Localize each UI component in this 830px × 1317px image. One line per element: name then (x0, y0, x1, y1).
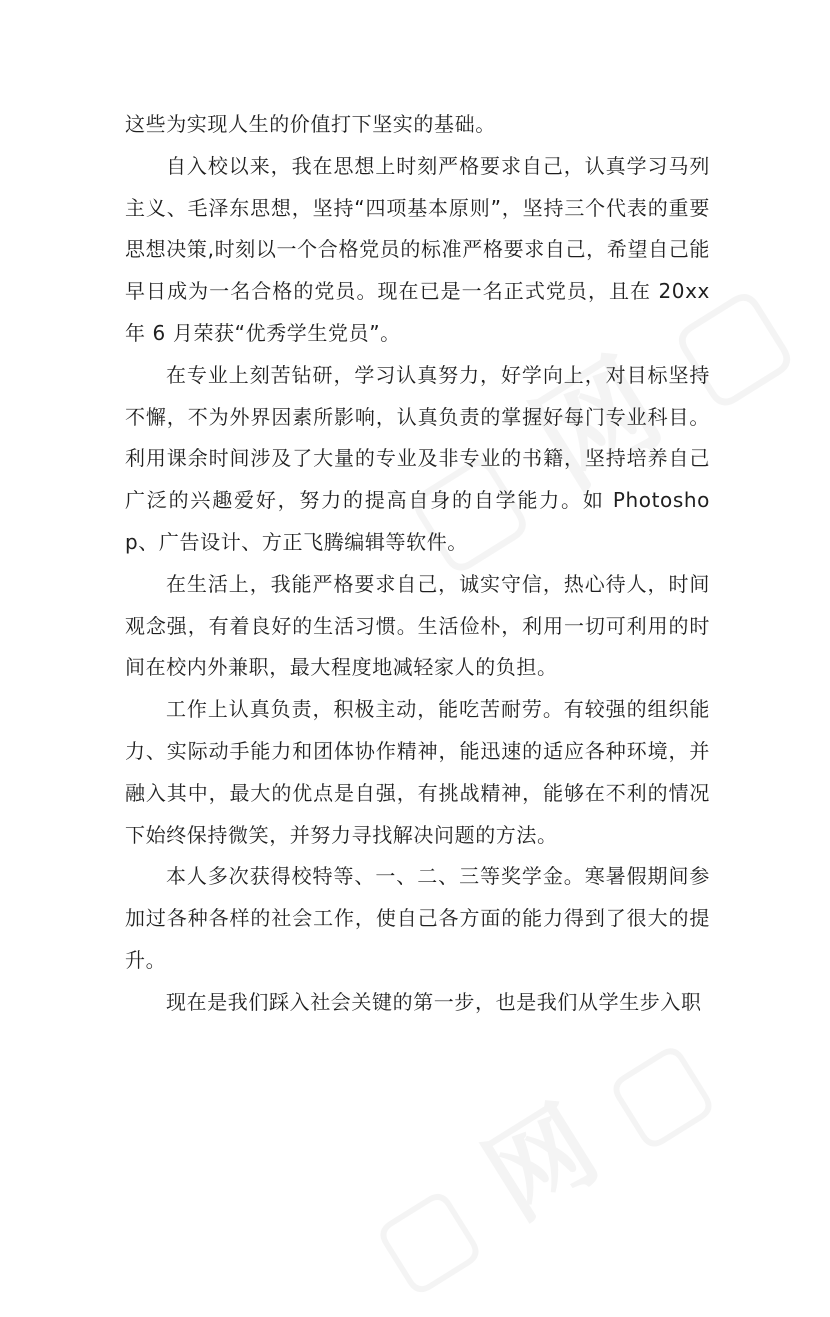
paragraph: 本人多次获得校特等、一、二、三等奖学金。寒暑假期间参加过各种各样的社会工作，使自己各方面的能力得到了很大的提升。 (125, 864, 710, 972)
document-body (125, 104, 710, 1024)
paragraph: 现在是我们踩入社会关键的第一步，也是我们从学生步入职 (166, 989, 702, 1014)
paragraph: 在专业上刻苦钻研，学习认真努力，好学向上，对目标坚持不懈，不为外界因素所影响，认真负责的掌握好每门专业科目。利用课余时间涉及了大量的专业及非专业的书籍，坚持培养自己广泛的兴趣爱好，努力的提高自身的自学能力。如 Photoshop、广告设计、方正飞腾编辑等软件。 (125, 362, 710, 554)
paragraph: 在生活上，我能严格要求自己，诚实守信，热心待人，时间观念强，有着良好的生活习惯。生活俭朴，利用一切可利用的时间在校内外兼职，最大程度地减轻家人的负担。 (125, 571, 710, 680)
paragraph: 自入校以来，我在思想上时刻严格要求自己，认真学习马列主义、毛泽东思想，坚持“四项基本原则”，坚持三个代表的重要思想决策,时刻以一个合格党员的标准严格要求自己，希望自己能早日成为一名合格的党员。现在已是一名正式党员，且在 20xx 年 6 月荣获“优秀学生党员”。 (125, 153, 710, 345)
paragraph: 这些为实现人生的价值打下坚实的基础。 (125, 112, 496, 136)
paragraph: 工作上认真负责，积极主动，能吃苦耐劳。有较强的组织能力、实际动手能力和团体协作精神，能迅速的适应各种环境，并融入其中，最大的优点是自强，有挑战精神，能够在不利的情况下始终保持微笑，并努力寻找解决问题的方法。 (125, 697, 710, 847)
watermark-logo (339, 993, 735, 1317)
